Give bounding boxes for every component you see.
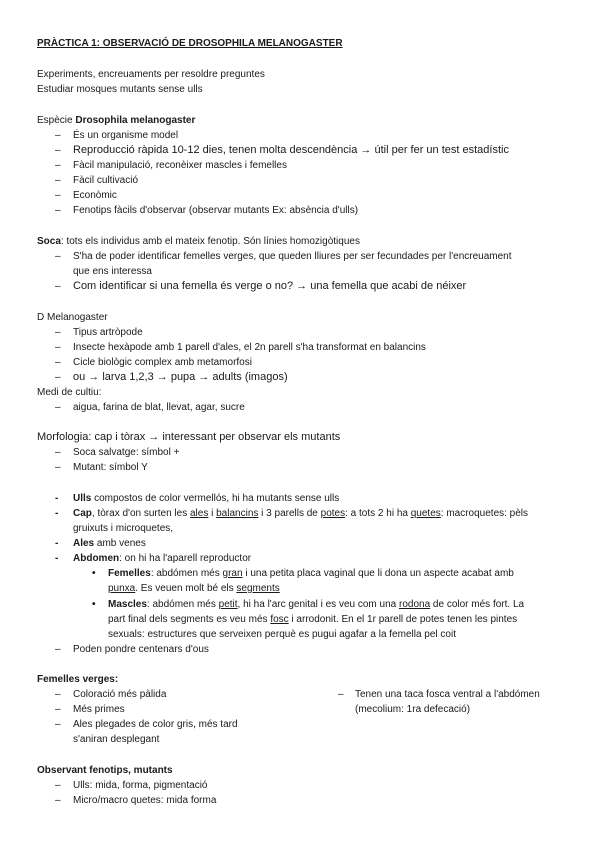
- dash-bullet: –: [55, 251, 61, 262]
- dash-bullet: –: [55, 447, 61, 458]
- list-item: Tipus artròpode: [73, 327, 143, 338]
- term-text: : a tots 2 hi ha: [345, 508, 411, 519]
- section-heading: Medi de cultiu:: [37, 387, 102, 398]
- bold-bullet: -: [55, 538, 59, 549]
- list-item-continuation: (mecolium: 1ra defecació): [355, 704, 471, 715]
- dash-bullet: –: [55, 130, 61, 141]
- dash-bullet: –: [55, 205, 61, 216]
- dash-bullet: –: [55, 160, 61, 171]
- term-label: Ales: [73, 538, 95, 549]
- dash-bullet: –: [55, 372, 61, 383]
- list-item: Reproducció ràpida 10-12 dies, tenen molta descendència → útil per fer un test estadístic: [73, 144, 509, 156]
- dash-bullet: –: [55, 795, 61, 806]
- list-item-femelles: [108, 567, 514, 580]
- underlined-word: gran: [222, 568, 243, 579]
- underlined-word: punxa: [108, 583, 136, 594]
- dash-bullet: –: [55, 175, 61, 186]
- underlined-word: potes: [320, 508, 346, 519]
- list-item: Ulls: mida, forma, pigmentació: [73, 780, 208, 791]
- list-item: Poden pondre centenars d'ous: [73, 644, 209, 655]
- list-item-continuation: [108, 613, 517, 626]
- dash-bullet: –: [55, 342, 61, 353]
- term-text: : abdómen més: [150, 568, 223, 579]
- term-text: i: [208, 508, 217, 519]
- term-text: part final dels segments es veu més: [108, 614, 271, 625]
- dash-bullet: –: [55, 402, 61, 413]
- dash-bullet: –: [55, 704, 61, 715]
- term-text: . Es veuen molt bé els: [135, 583, 237, 594]
- list-item: Fàcil manipulació, reconèixer mascles i femelles: [73, 160, 287, 171]
- term-text: i arrodonit. En el 1r parell de potes tenen les pintes: [288, 614, 518, 625]
- intro-line: Experiments, encreuaments per resoldre preguntes: [37, 69, 265, 80]
- dash-bullet: –: [55, 327, 61, 338]
- section-heading: Observant fenotips, mutants: [37, 765, 173, 776]
- list-item: Més primes: [73, 704, 125, 715]
- term-text: , hi ha l'arc genital i es veu com una: [237, 599, 399, 610]
- list-item: S'ha de poder identificar femelles verges, que queden lliures per ser fecundades per l'encreuament: [73, 251, 512, 262]
- intro-line: Estudiar mosques mutants sense ulls: [37, 84, 203, 95]
- term-text: , tòrax d'on surten les: [91, 508, 190, 519]
- list-item: Insecte hexàpode amb 1 parell d'ales, el 2n parell s'ha transformat en balancins: [73, 342, 426, 353]
- section-heading: Femelles verges:: [37, 674, 119, 685]
- list-item: ou → larva 1,2,3 → pupa → adults (imagos): [73, 371, 288, 383]
- term-text: de color més fort. La: [430, 599, 525, 610]
- dash-bullet: –: [55, 689, 61, 700]
- list-item-continuation: gruixuts i microquetes,: [73, 523, 174, 534]
- term-text: : on hi ha l'aparell reproductor: [119, 553, 252, 564]
- list-item-continuation: [108, 582, 280, 595]
- underlined-word: petit: [218, 599, 238, 610]
- dash-bullet: –: [55, 719, 61, 730]
- list-item: Micro/macro quetes: mida forma: [73, 795, 217, 806]
- soca-label: Soca: [37, 236, 61, 247]
- term-text: compostos de color vermellós, hi ha mutants sense ulls: [91, 493, 340, 504]
- section-heading: Morfologia: cap i tòrax → interessant per observar els mutants: [37, 431, 341, 443]
- dash-bullet: –: [55, 145, 61, 156]
- species-name: Drosophila melanogaster: [75, 115, 196, 126]
- term-label: Abdomen: [73, 553, 120, 564]
- soca-text: : tots els individus amb el mateix fenotip. Són línies homozigòtiques: [60, 236, 360, 247]
- list-item: aigua, farina de blat, llevat, agar, sucre: [73, 402, 245, 413]
- dash-bullet: –: [55, 357, 61, 368]
- page-title: PRÀCTICA 1: OBSERVACIÓ DE DROSOPHILA MELANOGASTER: [37, 38, 343, 49]
- list-item: És un organisme model: [73, 130, 179, 141]
- especie-label: Espècie: [37, 115, 76, 126]
- section-heading: D Melanogaster: [37, 312, 108, 323]
- underlined-word: ales: [189, 508, 209, 519]
- list-item-mascles: [108, 598, 524, 611]
- list-item: Coloració més pàlida: [73, 689, 167, 700]
- underlined-word: rodona: [399, 599, 431, 610]
- term-label: Mascles: [108, 599, 147, 610]
- list-item: Com identificar si una femella és verge o no? → una femella que acabi de néixer: [73, 280, 467, 292]
- list-item: Fenotips fàcils d'observar (observar mutants Ex: absència d'ulls): [73, 205, 359, 216]
- term-text: : abdómen més: [146, 599, 219, 610]
- soca-definition: [37, 235, 360, 248]
- term-text: i una petita placa vaginal que li dona un aspecte acabat amb: [242, 568, 514, 579]
- bold-bullet: -: [55, 493, 59, 504]
- list-item-continuation: s'aniran desplegant: [73, 734, 160, 745]
- dash-bullet: –: [55, 780, 61, 791]
- list-item-continuation: sexuals: estructures que serveixen perquè es pugui agafar a la femella pel coit: [108, 629, 456, 640]
- list-item: Mutant: símbol Y: [73, 462, 148, 473]
- underlined-word: balancins: [216, 508, 259, 519]
- term-text: : macroquetes: pèls: [440, 508, 529, 519]
- dash-bullet: –: [55, 462, 61, 473]
- list-item: Econòmic: [73, 190, 117, 201]
- list-item-ales: [73, 537, 146, 550]
- term-label: Femelles: [108, 568, 151, 579]
- list-item-cap: [73, 507, 528, 520]
- sub-bullet: •: [92, 568, 96, 579]
- underlined-word: segments: [236, 583, 280, 594]
- bold-bullet: -: [55, 508, 59, 519]
- list-item: Ales plegades de color gris, més tard: [73, 719, 238, 730]
- list-item: Tenen una taca fosca ventral a l'abdómen: [355, 689, 540, 700]
- list-item-abdomen: [73, 552, 251, 565]
- especie-heading: [37, 114, 195, 127]
- term-label: Cap: [73, 508, 92, 519]
- dash-bullet: –: [338, 689, 344, 700]
- list-item: Fàcil cultivació: [73, 175, 139, 186]
- underlined-word: quetes: [410, 508, 441, 519]
- sub-bullet: •: [92, 599, 96, 610]
- list-item-ulls: [73, 492, 339, 505]
- list-item-continuation: que ens interessa: [73, 266, 152, 277]
- term-label: Ulls: [73, 493, 92, 504]
- term-text: i 3 parells de: [258, 508, 321, 519]
- list-item: Cicle biològic complex amb metamorfosi: [73, 357, 252, 368]
- dash-bullet: –: [55, 281, 61, 292]
- bold-bullet: -: [55, 553, 59, 564]
- dash-bullet: –: [55, 190, 61, 201]
- underlined-word: fosc: [270, 614, 289, 625]
- dash-bullet: –: [55, 644, 61, 655]
- list-item: Soca salvatge: símbol +: [73, 447, 180, 458]
- term-text: amb venes: [94, 538, 146, 549]
